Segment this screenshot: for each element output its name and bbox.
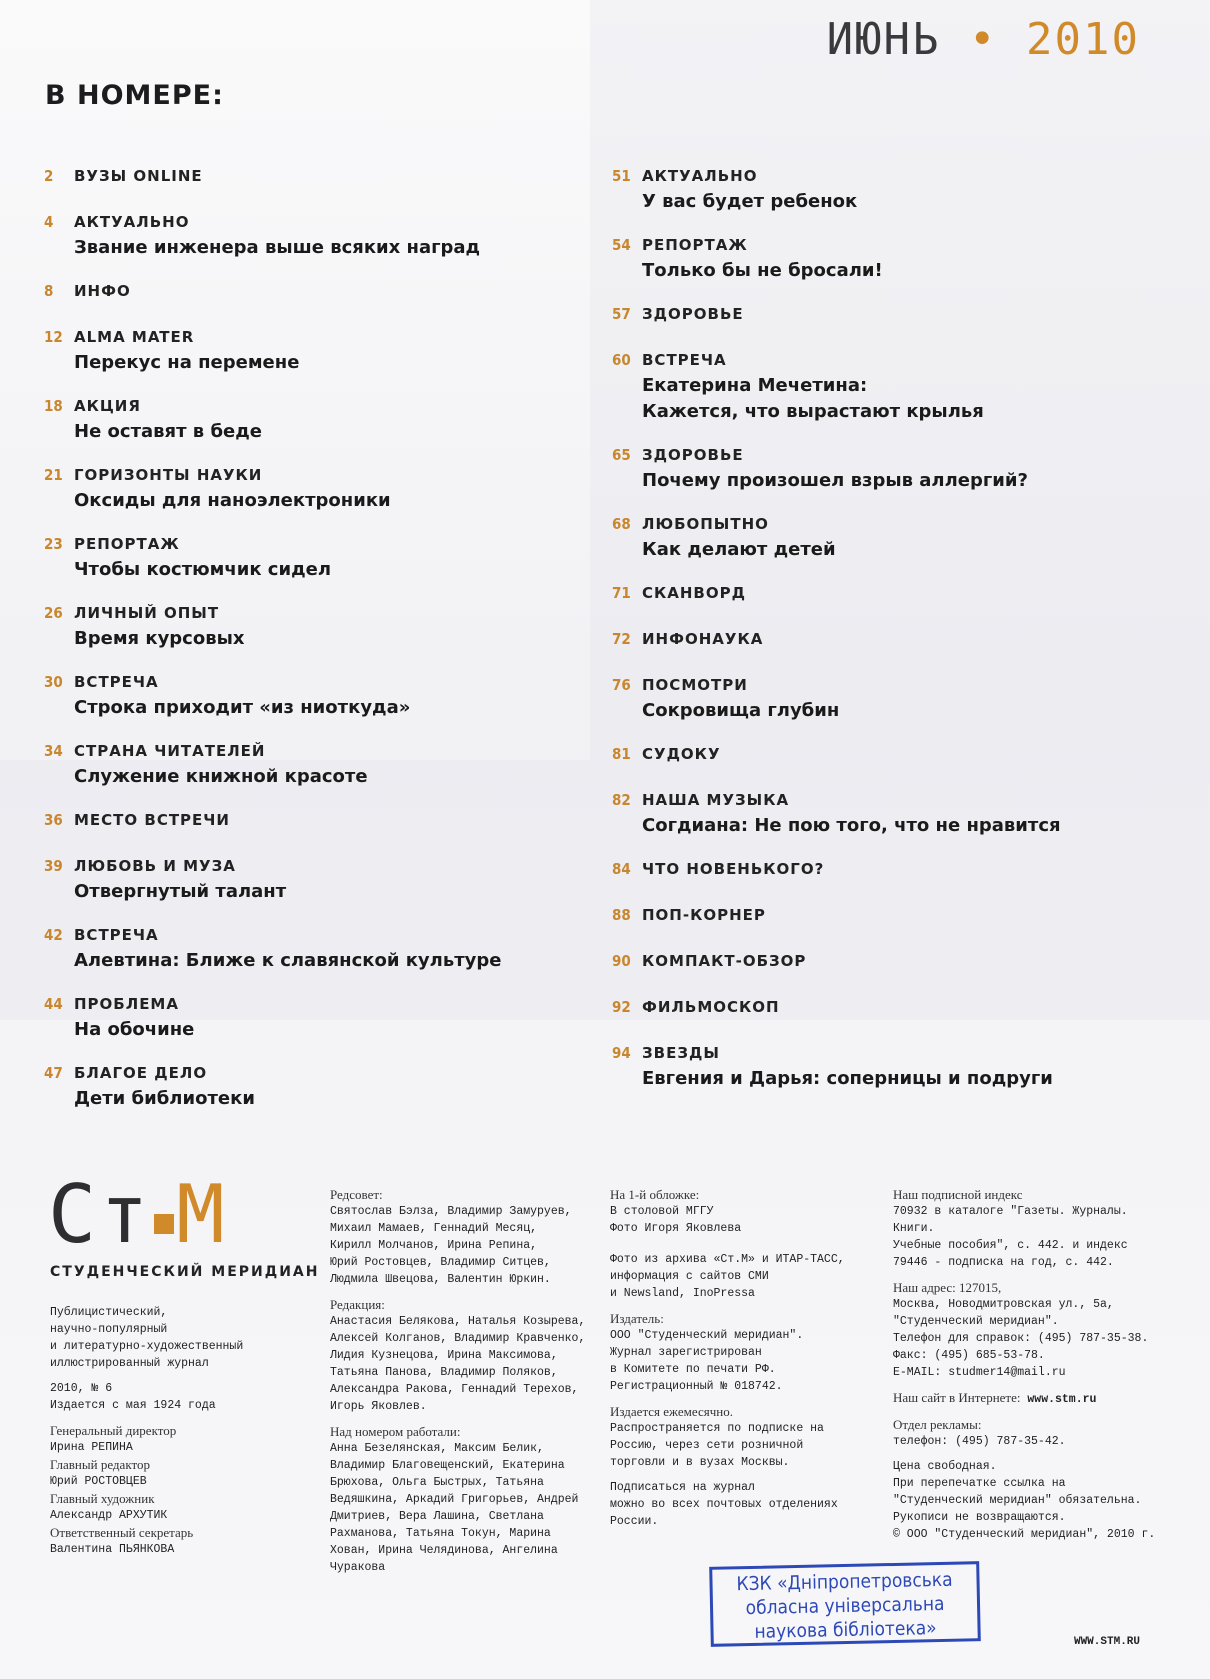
text-line: Кирилл Молчанов, Ирина Репина, — [330, 1239, 538, 1252]
index-info — [893, 1203, 1183, 1271]
toc-page-number: 18 — [44, 397, 63, 415]
text-line: торговли и в вузах Москвы. — [610, 1456, 790, 1469]
text-line: Рукописи не возвращаются. — [893, 1511, 1066, 1524]
editor-label: Главный редактор — [50, 1457, 150, 1472]
toc-page-number: 4 — [44, 213, 54, 231]
text-line: Регистрационный № 018742. — [610, 1380, 783, 1393]
toc-rubric: БЛАГОЕ ДЕЛО — [74, 1064, 208, 1082]
toc-title: Сокровища глубин — [642, 700, 840, 721]
text-line: Игорь Яковлев. — [330, 1400, 427, 1413]
text-line: Фото из архива «Ст.М» и ИТАР-ТАСС, — [610, 1253, 845, 1266]
text-line: Анна Безелянская, Максим Белик, — [330, 1442, 544, 1455]
art-director-label: Главный художник — [50, 1491, 155, 1506]
gd-name: Ирина РЕПИНА — [50, 1441, 133, 1454]
text-line: Фото Игоря Яковлева — [610, 1222, 742, 1235]
text-line: Татьяна Панова, Владимир Поляков, — [330, 1366, 558, 1379]
toc-page-number: 54 — [612, 236, 631, 254]
toc-title: Время курсовых — [74, 628, 245, 649]
text-line: Распространяется по подписке на — [610, 1422, 824, 1435]
issue-date — [827, 14, 1140, 65]
text-line: "Студенческий меридиан". — [893, 1315, 1059, 1328]
worked-label: Над номером работали: — [330, 1424, 461, 1439]
cover-info — [610, 1203, 880, 1237]
toc-rubric: АКЦИЯ — [74, 397, 141, 415]
toc-title: Оксиды для наноэлектроники — [74, 490, 391, 511]
toc-page-number: 90 — [612, 952, 631, 970]
toc-rubric: СТРАНА ЧИТАТЕЛЕЙ — [74, 742, 266, 760]
toc-rubric: ЧТО НОВЕНЬКОГО? — [642, 860, 825, 878]
subscribe-info — [610, 1479, 880, 1530]
toc-rubric: КОМПАКТ-ОБЗОР — [642, 952, 807, 970]
editorial-label: Редакция: — [330, 1297, 385, 1312]
toc-page-number: 23 — [44, 535, 63, 553]
text-line: можно во всех почтовых отделениях — [610, 1498, 838, 1511]
toc-page-number: 57 — [612, 305, 631, 323]
toc-page-number: 82 — [612, 791, 631, 809]
logo-right-letter: М — [176, 1168, 229, 1261]
library-stamp — [709, 1561, 981, 1647]
toc-title: Почему произошел взрыв аллергий? — [642, 470, 1028, 491]
toc-page-number: 92 — [612, 998, 631, 1016]
ads-phone: телефон: (495) 787-35-42. — [893, 1435, 1066, 1448]
toc-page-number: 94 — [612, 1044, 631, 1062]
toc-page-number: 34 — [44, 742, 63, 760]
website-label: Наш сайт в Интернете: — [893, 1390, 1021, 1405]
published-since: Издается с мая 1924 года — [50, 1399, 216, 1412]
toc-title: Екатерина Мечетина: — [642, 375, 868, 396]
toc-page-number: 65 — [612, 446, 631, 464]
toc-rubric: СКАНВОРД — [642, 584, 746, 602]
magazine-description — [50, 1304, 320, 1372]
toc-rubric: ВУЗЫ ONLINE — [74, 167, 203, 185]
text-line: Чуракова — [330, 1561, 386, 1574]
text-line: E-MAIL: studmer14@mail.ru — [893, 1366, 1066, 1379]
text-line: научно-популярный — [50, 1323, 168, 1336]
toc-rubric: АКТУАЛЬНО — [74, 213, 190, 231]
toc-title: Только бы не бросали! — [642, 260, 883, 281]
text-line: Людмила Швецова, Валентин Юркин. — [330, 1273, 551, 1286]
address-label: Наш адрес: 127015, — [893, 1280, 1002, 1295]
toc-title: Не оставят в беде — [74, 421, 262, 442]
toc-title-line2: Кажется, что вырастают крылья — [642, 401, 984, 422]
toc-rubric: ВСТРЕЧА — [642, 351, 727, 369]
text-line: России. — [610, 1515, 659, 1528]
toc-page-number: 51 — [612, 167, 631, 185]
text-line: В столовой МГГУ — [610, 1205, 714, 1218]
toc-page-number: 81 — [612, 745, 631, 763]
toc-page-number: 44 — [44, 995, 63, 1013]
issue-date-separator: • — [969, 14, 998, 65]
text-line: иллюстрированный журнал — [50, 1357, 209, 1370]
toc-rubric: РЕПОРТАЖ — [642, 236, 748, 254]
monthly-label: Издается ежемесячно. — [610, 1404, 733, 1419]
logo-dot-icon — [154, 1214, 174, 1234]
imprint-col-2 — [330, 1186, 610, 1576]
text-line: Святослав Бэлза, Владимир Замуруев, — [330, 1205, 572, 1218]
text-line: Журнал зарегистрирован — [610, 1346, 762, 1359]
toc-page-number: 21 — [44, 466, 63, 484]
text-line: Факс: (495) 685-53-78. — [893, 1349, 1045, 1362]
text-line: При перепечатке ссылка на — [893, 1477, 1066, 1490]
toc-rubric: СУДОКУ — [642, 745, 721, 763]
text-line: Дмитриев, Вера Лашина, Светлана — [330, 1510, 544, 1523]
worked-list — [330, 1440, 610, 1576]
photo-credits — [610, 1251, 880, 1302]
toc-title: Перекус на перемене — [74, 352, 300, 373]
index-label: Наш подписной индекс — [893, 1187, 1023, 1202]
imprint-col-1 — [50, 1304, 320, 1558]
text-line: Телефон для справок: (495) 787-35-38. — [893, 1332, 1149, 1345]
board-label: Редсовет: — [330, 1187, 383, 1202]
toc-page-number: 60 — [612, 351, 631, 369]
text-line: Книги. — [893, 1222, 935, 1235]
secretary-label: Ответственный секретарь — [50, 1525, 194, 1540]
text-line: Цена свободная. — [893, 1460, 997, 1473]
website-url[interactable]: www.stm.ru — [1027, 1393, 1097, 1406]
text-line: "Студенческий меридиан" обязательна. — [893, 1494, 1142, 1507]
toc-rubric: ЗВЕЗДЫ — [642, 1044, 720, 1062]
toc-rubric: МЕСТО ВСТРЕЧИ — [74, 811, 230, 829]
toc-page-number: 71 — [612, 584, 631, 602]
toc-title: Чтобы костюмчик сидел — [74, 559, 332, 580]
text-line: Алексей Колганов, Владимир Кравченко, — [330, 1332, 586, 1345]
toc-page-number: 2 — [44, 167, 54, 185]
toc-rubric: ЛИЧНЫЙ ОПЫТ — [74, 604, 220, 622]
text-line: Александра Ракова, Геннадий Терехов, — [330, 1383, 579, 1396]
toc-title: Служение книжной красоте — [74, 766, 368, 787]
publisher-info — [610, 1327, 880, 1395]
distribution-info — [610, 1420, 880, 1471]
text-line: КЗК «Дніпропетровська — [736, 1568, 953, 1596]
toc-title: Дети библиотеки — [74, 1088, 255, 1109]
text-line: Ведяшкина, Аркадий Григорьев, Андрей — [330, 1493, 579, 1506]
gd-label: Генеральный директор — [50, 1423, 177, 1438]
toc-page-number: 72 — [612, 630, 631, 648]
toc-page-number: 42 — [44, 926, 63, 944]
text-line: Юрий Ростовцев, Владимир Ситцев, — [330, 1256, 551, 1269]
editorial-list — [330, 1313, 610, 1415]
footer-site-url[interactable]: WWW.STM.RU — [1073, 1636, 1140, 1648]
secretary-name: Валентина ПЬЯНКОВА — [50, 1543, 175, 1556]
toc-title: Отвергнутый талант — [74, 881, 287, 902]
text-line: обласна універсальна — [745, 1592, 945, 1620]
toc-rubric: ЗДОРОВЬЕ — [642, 305, 744, 323]
text-line: Анастасия Белякова, Наталья Козырева, — [330, 1315, 586, 1328]
toc-page-number: 26 — [44, 604, 63, 622]
logo-left-letters: Ст — [48, 1168, 153, 1261]
price-info — [893, 1458, 1183, 1543]
toc-page-number: 36 — [44, 811, 63, 829]
toc-rubric: ПОСМОТРИ — [642, 676, 748, 694]
text-line: и Newsland, InoPressa — [610, 1287, 755, 1300]
toc-rubric: ВСТРЕЧА — [74, 926, 159, 944]
text-line: в Комитете по печати РФ. — [610, 1363, 776, 1376]
text-line: информация с сайтов СМИ — [610, 1270, 769, 1283]
cover-label: На 1-й обложке: — [610, 1187, 700, 1202]
text-line: Рахманова, Татьяна Токун, Марина — [330, 1527, 551, 1540]
issue-year: 2010 — [1026, 14, 1140, 65]
text-line: Публицистический, — [50, 1306, 168, 1319]
text-line: и литературно-художественный — [50, 1340, 244, 1353]
toc-rubric: РЕПОРТАЖ — [74, 535, 180, 553]
toc-rubric: ЗДОРОВЬЕ — [642, 446, 744, 464]
toc-title: Как делают детей — [642, 539, 836, 560]
toc-page-number: 88 — [612, 906, 631, 924]
text-line: Лидия Кузнецова, Ирина Максимова, — [330, 1349, 558, 1362]
publisher-label: Издатель: — [610, 1311, 664, 1326]
text-line: Подписаться на журнал — [610, 1481, 755, 1494]
toc-rubric: ЛЮБОВЬ И МУЗА — [74, 857, 236, 875]
toc-rubric: ИНФОНАУКА — [642, 630, 764, 648]
toc-title: Алевтина: Ближе к славянской культуре — [74, 950, 502, 971]
toc-rubric: ПОП-КОРНЕР — [642, 906, 766, 924]
text-line: © ООО "Студенческий меридиан", 2010 г. — [893, 1528, 1156, 1541]
toc-rubric: ЛЮБОПЫТНО — [642, 515, 769, 533]
text-line: 79446 - подписка на год, с. 442. — [893, 1256, 1114, 1269]
toc-page-number: 8 — [44, 282, 54, 300]
text-line: Владимир Благовещенский, Екатерина — [330, 1459, 565, 1472]
toc-page-number: 12 — [44, 328, 63, 346]
toc-rubric: НАША МУЗЫКА — [642, 791, 790, 809]
text-line: Михаил Мамаев, Геннадий Месяц, — [330, 1222, 538, 1235]
imprint-col-4 — [893, 1186, 1183, 1543]
editor-name: Юрий РОСТОВЦЕВ — [50, 1475, 147, 1488]
website-line — [893, 1389, 1183, 1408]
toc-rubric: ВСТРЕЧА — [74, 673, 159, 691]
toc-title: Строка приходит «из ниоткуда» — [74, 697, 411, 718]
text-line: наукова бібліотека» — [754, 1617, 937, 1643]
toc-rubric: ПРОБЛЕМА — [74, 995, 179, 1013]
toc-rubric: ИНФО — [74, 282, 131, 300]
issue-number: 2010, № 6 — [50, 1382, 113, 1395]
toc-rubric: ALMA MATER — [74, 328, 195, 346]
issue-month: ИЮНЬ — [826, 14, 941, 65]
ads-label: Отдел рекламы: — [893, 1417, 982, 1432]
magazine-logo — [48, 1168, 229, 1261]
address-info — [893, 1296, 1183, 1381]
toc-title: На обочине — [74, 1019, 195, 1040]
text-line: ООО "Студенческий меридиан". — [610, 1329, 804, 1342]
toc-page-number: 30 — [44, 673, 63, 691]
toc-title: Звание инженера выше всяких наград — [74, 237, 481, 258]
toc-page-number: 47 — [44, 1064, 63, 1082]
text-line: 70932 в каталоге "Газеты. Журналы. — [893, 1205, 1128, 1218]
text-line: Брюхова, Ольга Быстрых, Татьяна — [330, 1476, 544, 1489]
toc-title: Евгения и Дарья: соперницы и подруги — [642, 1068, 1053, 1089]
toc-page-number: 84 — [612, 860, 631, 878]
imprint-col-3 — [610, 1186, 880, 1530]
toc-title: У вас будет ребенок — [642, 191, 858, 212]
toc-page-number: 76 — [612, 676, 631, 694]
text-line: Москва, Новодмитровская ул., 5а, — [893, 1298, 1114, 1311]
text-line: Россию, через сети розничной — [610, 1439, 804, 1452]
toc-rubric: АКТУАЛЬНО — [642, 167, 758, 185]
board-list — [330, 1203, 610, 1288]
toc-rubric: ФИЛЬМОСКОП — [642, 998, 780, 1016]
art-director-name: Александр АРХУТИК — [50, 1509, 168, 1522]
toc-rubric: ГОРИЗОНТЫ НАУКИ — [74, 466, 263, 484]
toc-page-number: 39 — [44, 857, 63, 875]
text-line: Учебные пособия", с. 442. и индекс — [893, 1239, 1128, 1252]
logo-subtitle: СТУДЕНЧЕСКИЙ МЕРИДИАН — [50, 1264, 320, 1280]
toc-title: Согдиана: Не пою того, что не нравится — [642, 815, 1061, 836]
in-issue-heading: В НОМЕРЕ: — [45, 80, 224, 111]
text-line: Хован, Ирина Челядинова, Ангелина — [330, 1544, 558, 1557]
toc-page-number: 68 — [612, 515, 631, 533]
